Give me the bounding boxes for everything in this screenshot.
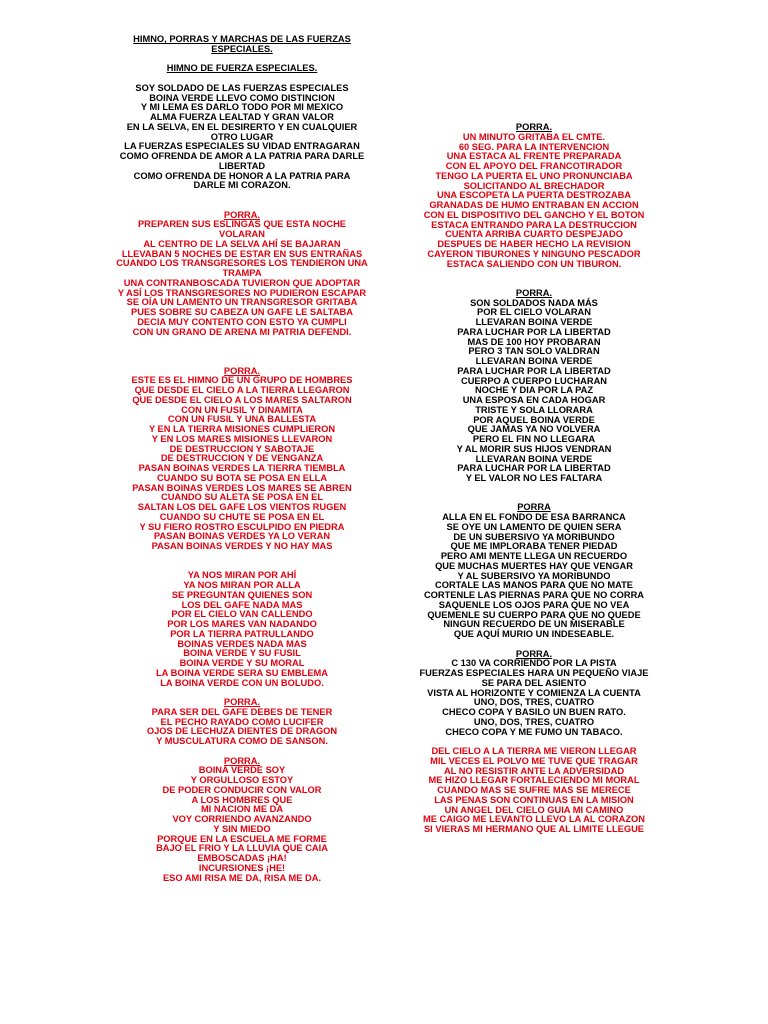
text-line: CUANDO MAS SE SUFRE MAS SE MERECE bbox=[437, 785, 631, 795]
text-line: SOY SOLDADO DE LAS FUERZAS ESPECIALES bbox=[135, 82, 349, 93]
text-line: SE PREGUNTAN QUIENES SON bbox=[171, 589, 313, 600]
text-line: BOINA VERDE Y SU FUSIL bbox=[183, 648, 301, 659]
text-line: Y ASÍ LOS TRANSGRESORES NO PUDIERON ESCAPAR bbox=[117, 287, 367, 298]
text-line: UNA ESPOSA EN CADA HOGAR bbox=[462, 395, 606, 405]
text-line: MI NACION ME DA bbox=[200, 804, 284, 815]
text-line: POR LOS MARES VAN NADANDO bbox=[167, 619, 317, 629]
text-line: DESPUES DE HABER HECHO LA REVISION bbox=[437, 239, 631, 249]
text-line: ME HIZO LLEGAR FORTALECIENDO MI MORAL bbox=[428, 775, 640, 786]
text-line: Y EN LA TIERRA MISIONES CUMPLIERON bbox=[148, 424, 336, 434]
blank-line bbox=[412, 269, 656, 279]
text-line: QUE JAMAS YA NO VOLVERA bbox=[467, 424, 601, 435]
text-line: ESTACA SALIENDO CON UN TIBURON. bbox=[446, 258, 622, 269]
section-heading: PORRA. bbox=[223, 697, 261, 707]
text-line: PERO AMI MENTE LLEGA UN RECUERDO bbox=[440, 551, 628, 561]
text-line: DEL CIELO A LA TIERRA ME VIERON LLEGAR bbox=[431, 746, 637, 756]
section-heading: PORRA. bbox=[515, 122, 553, 132]
text-line: MIL VECES EL POLVO ME TUVE QUE TRAGAR bbox=[430, 755, 638, 766]
text-line: CHECO COPA Y BASILO UN BUEN RATO. bbox=[442, 707, 626, 717]
text-line: PARA SER DEL GAFE DEBES DE TENER bbox=[151, 706, 333, 717]
text-line: TENGO LA PUERTA EL UNO PRONUNCIABA bbox=[435, 170, 633, 181]
text-line: NOCHE Y DIA POR LA PAZ bbox=[474, 385, 594, 396]
text-line: PASAN BOINAS VERDES LOS MARES SE ABREN bbox=[132, 482, 352, 493]
text-line: EL PECHO RAYADO COMO LUCIFER bbox=[160, 716, 324, 727]
text-line: Y ORGULLOSO ESTOY bbox=[190, 775, 294, 785]
text-line: YA NOS MIRAN POR ALLA bbox=[183, 580, 301, 590]
left-column bbox=[112, 35, 372, 883]
text-line: CHECO COPA Y ME FUMO UN TABACO. bbox=[445, 726, 623, 737]
text-line: CUANDO SU BOTA SE POSA EN ELLA bbox=[156, 472, 328, 483]
text-line: PERO EL FIN NO LLEGARA bbox=[472, 434, 596, 444]
text-line: CUENTA ARRIBA CUARTO DESPEJADO bbox=[445, 229, 623, 240]
text-line: VISTA AL HORIZONTE Y COMIENZA LA CUENTA bbox=[427, 687, 641, 698]
text-line: QUE ME IMPLORABA TENER PIEDAD bbox=[450, 541, 618, 552]
text-line: SALTAN LOS DEL GAFE LOS VIENTOS RUGEN bbox=[137, 502, 347, 512]
text-line: PASAN BOINAS VERDES YA LO VERAN bbox=[153, 531, 331, 542]
text-line: CON UN FUSIL Y DINAMITA bbox=[181, 404, 303, 415]
text-line: PARA LUCHAR POR LA LIBERTAD bbox=[457, 365, 611, 376]
text-line: QUE DESDE EL CIELO A LOS MARES SALTARON bbox=[132, 394, 352, 405]
text-line: UNA ESTACA AL FRENTE PREPARADA bbox=[446, 151, 622, 162]
section-heading: PORRA. bbox=[223, 365, 261, 376]
text-line: PARA LUCHAR POR LA LIBERTAD bbox=[457, 463, 611, 474]
blank-line bbox=[112, 191, 372, 201]
right-column bbox=[412, 123, 656, 835]
section-heading: ESPECIALES. bbox=[211, 43, 273, 54]
text-line: TRISTE Y SOLA LLORARA bbox=[475, 404, 593, 415]
text-line: BAJO EL FRIO Y LA LLUVIA QUE CAIA bbox=[156, 843, 328, 854]
text-line: MAS DE 100 HOY PROBARAN bbox=[467, 336, 601, 347]
text-line: CUANDO LOS TRANSGRESORES LOS TENDIERON UNA bbox=[116, 258, 368, 269]
text-line: SON SOLDADOS NADA MÁS bbox=[470, 297, 598, 308]
text-line: Y AL SUBERSIVO YA MORIBUNDO bbox=[457, 570, 611, 581]
text-line: CON EL DISPOSITIVO DEL GANCHO Y EL BOTON bbox=[423, 209, 645, 220]
text-line: QUE AQUÍ MURIO UN INDESEABLE. bbox=[453, 629, 615, 639]
text-line: SAQUENLE LOS OJOS PARA QUE NO VEA bbox=[438, 599, 630, 610]
text-line: AL NO RESISTIR ANTE LA ADVERSIDAD bbox=[443, 765, 625, 776]
text-line: DE DESTRUCCION Y DE VENGANZA bbox=[160, 453, 324, 464]
text-line: Y AL MORIR SUS HIJOS VENDRAN bbox=[456, 443, 612, 454]
text-line: VOLARAN bbox=[219, 229, 265, 239]
text-line: CON EL APOYO DEL FRANCOTIRADOR bbox=[445, 161, 623, 171]
text-line: DARLE MI CORAZON. bbox=[193, 180, 291, 191]
text-line: LA BOINA VERDE SERA SU EMBLEMA bbox=[155, 667, 328, 678]
text-line: PERO 3 TAN SOLO VALDRAN bbox=[468, 346, 600, 357]
text-line: QUEMENLE SU CUERPO PARA QUE NO QUEDE bbox=[427, 609, 641, 620]
text-line: UNA CONTRANBOSCADA TUVIERON QUE ADOPTAR bbox=[123, 277, 361, 288]
text-line: PASAN BOINAS VERDES LA TIERRA TIEMBLA bbox=[138, 463, 346, 473]
text-line: LLEVABAN 5 NOCHES DE ESTAR EN SUS ENTRAÑAS bbox=[121, 248, 363, 259]
text-line: C 130 VA CORRIENDO POR LA PISTA bbox=[451, 658, 617, 669]
text-line: DE DESTRUCCION Y SABOTAJE bbox=[169, 443, 315, 454]
text-line: OTRO LUGAR bbox=[210, 131, 274, 142]
text-line: ALMA FUERZA LEALTAD Y GRAN VALOR bbox=[150, 112, 334, 122]
text-line: SOLICITANDO AL BRECHADOR bbox=[463, 180, 605, 191]
text-line: PORQUE EN LA ESCUELA ME FORME bbox=[157, 833, 327, 844]
text-line: CUANDO SU ALETA SE POSA EN EL bbox=[160, 492, 324, 503]
text-line: CON UN FUSIL Y UNA BALLESTA bbox=[167, 414, 317, 425]
text-line: BOINA VERDE SOY bbox=[198, 765, 286, 776]
text-line: QUE DESDE EL CIELO A LA TIERRA LLEGARON bbox=[134, 385, 350, 395]
text-line: EN LA SELVA, EN EL DESIRERTO Y EN CUALQUIER bbox=[126, 121, 358, 132]
text-line: LA FUERZAS ESPECIALES SU VIDAD ENTRAGARAN bbox=[124, 141, 360, 152]
text-line: SE OYE UN LAMENTO DE QUIEN SERA bbox=[446, 521, 622, 532]
text-line: UNO, DOS, TRES, CUATRO bbox=[473, 716, 595, 727]
text-line: Y MUSCULATURA COMO DE SANSON. bbox=[156, 736, 328, 746]
text-line: FUERZAS ESPECIALES HARA UN PEQUEÑO VIAJE bbox=[419, 668, 649, 678]
text-line: UN MINUTO GRITABA EL CMTE. bbox=[462, 131, 606, 142]
text-line: OJOS DE LECHUZA DIENTES DE DRAGON bbox=[146, 726, 338, 737]
text-line: LLEVARAN BOINA VERDE bbox=[475, 356, 593, 366]
text-line: LAS PENAS SON CONTINUAS EN LA MISION bbox=[434, 794, 634, 805]
text-line: CORTALE LAS MANOS PARA QUE NO MATE bbox=[435, 580, 633, 591]
text-line: ME CAIGO ME LEVANTO LLEVO LA AL CORAZON bbox=[423, 814, 645, 825]
text-line: LLEVARAN BOINA VERDE bbox=[475, 453, 593, 464]
text-line: BOINA VERDE Y SU MORAL bbox=[179, 658, 305, 668]
text-line: POR AQUEL BOINA VERDE bbox=[473, 414, 595, 425]
text-line: LLEVARAN BOINA VERDE bbox=[475, 317, 593, 327]
blank-line bbox=[112, 552, 372, 562]
text-line: PARA LUCHAR POR LA LIBERTAD bbox=[457, 326, 611, 337]
text-line: SE PARA DEL ASIENTO bbox=[481, 677, 587, 688]
text-line: Y MI LEMA ES DARLO TODO POR MI MEXICO bbox=[140, 102, 344, 113]
text-line: POR LA TIERRA PATRULLANDO bbox=[170, 628, 314, 639]
text-line: CAYERON TIBURONES Y NINGUNO PESCADOR bbox=[427, 248, 641, 259]
text-line: Y EN LOS MARES MISIONES LLEVARON bbox=[151, 433, 333, 444]
text-line: A LOS HOMBRES QUE bbox=[191, 794, 293, 805]
text-line: DE PODER CONDUCIR CON VALOR bbox=[162, 784, 322, 795]
text-line: Y SU FIERO ROSTRO ESCULPIDO EN PIEDRA bbox=[139, 521, 345, 532]
text-line: YA NOS MIRAN POR AHÍ bbox=[187, 570, 297, 581]
section-heading: PORRA. bbox=[515, 287, 553, 298]
text-line: CUANDO SU CHUTE SE POSA EN EL bbox=[159, 511, 325, 522]
text-line: PASAN BOINAS VERDES Y NO HAY MAS bbox=[151, 541, 333, 551]
text-line: UNO, DOS, TRES, CUATRO bbox=[473, 697, 595, 708]
text-line: INCURSIONES ¡HE! bbox=[198, 862, 286, 873]
text-line: PUES SOBRE SU CABEZA UN GAFE LE SALTABA bbox=[131, 307, 353, 317]
text-line: CORTENLE LAS PIERNAS PARA QUE NO CORRA bbox=[423, 590, 645, 600]
text-line: ALLA EN EL FONDO DE ESA BARRANCA bbox=[442, 512, 626, 522]
section-heading: HIMNO, PORRAS Y MARCHAS DE LAS FUERZAS bbox=[133, 34, 351, 44]
blank-line bbox=[112, 347, 372, 357]
text-line: DECIA MUY CONTENTO CON ESTO YA CUMPLI bbox=[137, 316, 347, 327]
text-line: ESTACA ENTRANDO PARA LA DESTRUCCION bbox=[431, 219, 637, 230]
text-line: CUERPO A CUERPO LUCHARAN bbox=[461, 375, 607, 386]
text-line: 60 SEG. PARA LA INTERVENCION bbox=[458, 141, 610, 152]
text-line: ESTE ES EL HIMNO DE UN GRUPO DE HOMBRES bbox=[131, 375, 353, 386]
text-line: Y EL VALOR NO LES FALTARA bbox=[465, 473, 603, 483]
text-line: Y SIN MIEDO bbox=[213, 823, 271, 834]
blank-line bbox=[412, 484, 656, 494]
text-line: LIBERTAD bbox=[218, 160, 266, 171]
text-line: UNA ESCOPETA LA PUERTA DESTROZABA bbox=[436, 190, 632, 201]
text-line: BOINA VERDE LLEVO COMO DISTINCION bbox=[149, 92, 335, 103]
text-line: UN ANGEL DEL CIELO GUIA MI CAMINO bbox=[444, 804, 624, 815]
text-line: SE OÍA UN LAMENTO UN TRANSGRESOR GRITABA bbox=[126, 297, 358, 308]
text-line: CON UN GRANO DE ARENA MI PATRIA DEFENDI. bbox=[132, 326, 352, 337]
section-heading: PORRA. bbox=[223, 755, 261, 766]
text-line: BOINAS VERDES NADA MAS bbox=[177, 638, 307, 649]
blank-line bbox=[112, 337, 372, 347]
text-line: COMO OFRENDA DE HONOR A LA PATRIA PARA bbox=[133, 170, 351, 181]
text-line: POR EL CIELO VOLARAN bbox=[477, 307, 591, 318]
section-heading: PORRA. bbox=[223, 209, 261, 220]
text-line: EMBOSCADAS ¡HA! bbox=[197, 853, 287, 863]
text-line: PREPAREN SUS ESLINGAS QUE ESTA NOCHE bbox=[137, 219, 346, 230]
text-line: VOY CORRIENDO AVANZANDO bbox=[172, 814, 312, 824]
text-line: NINGUN RECUERDO DE UN MISERABLE bbox=[443, 619, 625, 630]
text-line: SI VIERAS MI HERMANO QUE AL LIMITE LLEGUE bbox=[423, 824, 645, 834]
text-line: POR EL CIELO VAN CALLENDO bbox=[171, 609, 313, 620]
text-line: ESO AMI RISA ME DA, RISA ME DA. bbox=[162, 872, 322, 883]
text-line: DE UN SUBERSIVO YA MORIBUNDO bbox=[453, 531, 615, 542]
text-line: AL CENTRO DE LA SELVA AHÍ SE BAJARAN bbox=[143, 238, 341, 249]
text-line: LA BOINA VERDE CON UN BOLUDO. bbox=[160, 677, 324, 688]
text-line: TRAMPA bbox=[222, 268, 262, 278]
text-line: QUE MUCHAS MUERTES HAY QUE VENGAR bbox=[435, 560, 633, 571]
text-line: GRANADAS DE HUMO ENTRABAN EN ACCION bbox=[429, 200, 639, 210]
section-heading: HIMNO DE FUERZA ESPECIALES. bbox=[166, 63, 318, 74]
text-line: LOS DEL GAFE NADA MAS bbox=[181, 599, 303, 610]
section-heading: PORRA. bbox=[515, 648, 553, 659]
text-line: COMO OFRENDA DE AMOR A LA PATRIA PARA DARLE bbox=[119, 151, 365, 161]
section-heading: PORRA bbox=[517, 502, 551, 513]
